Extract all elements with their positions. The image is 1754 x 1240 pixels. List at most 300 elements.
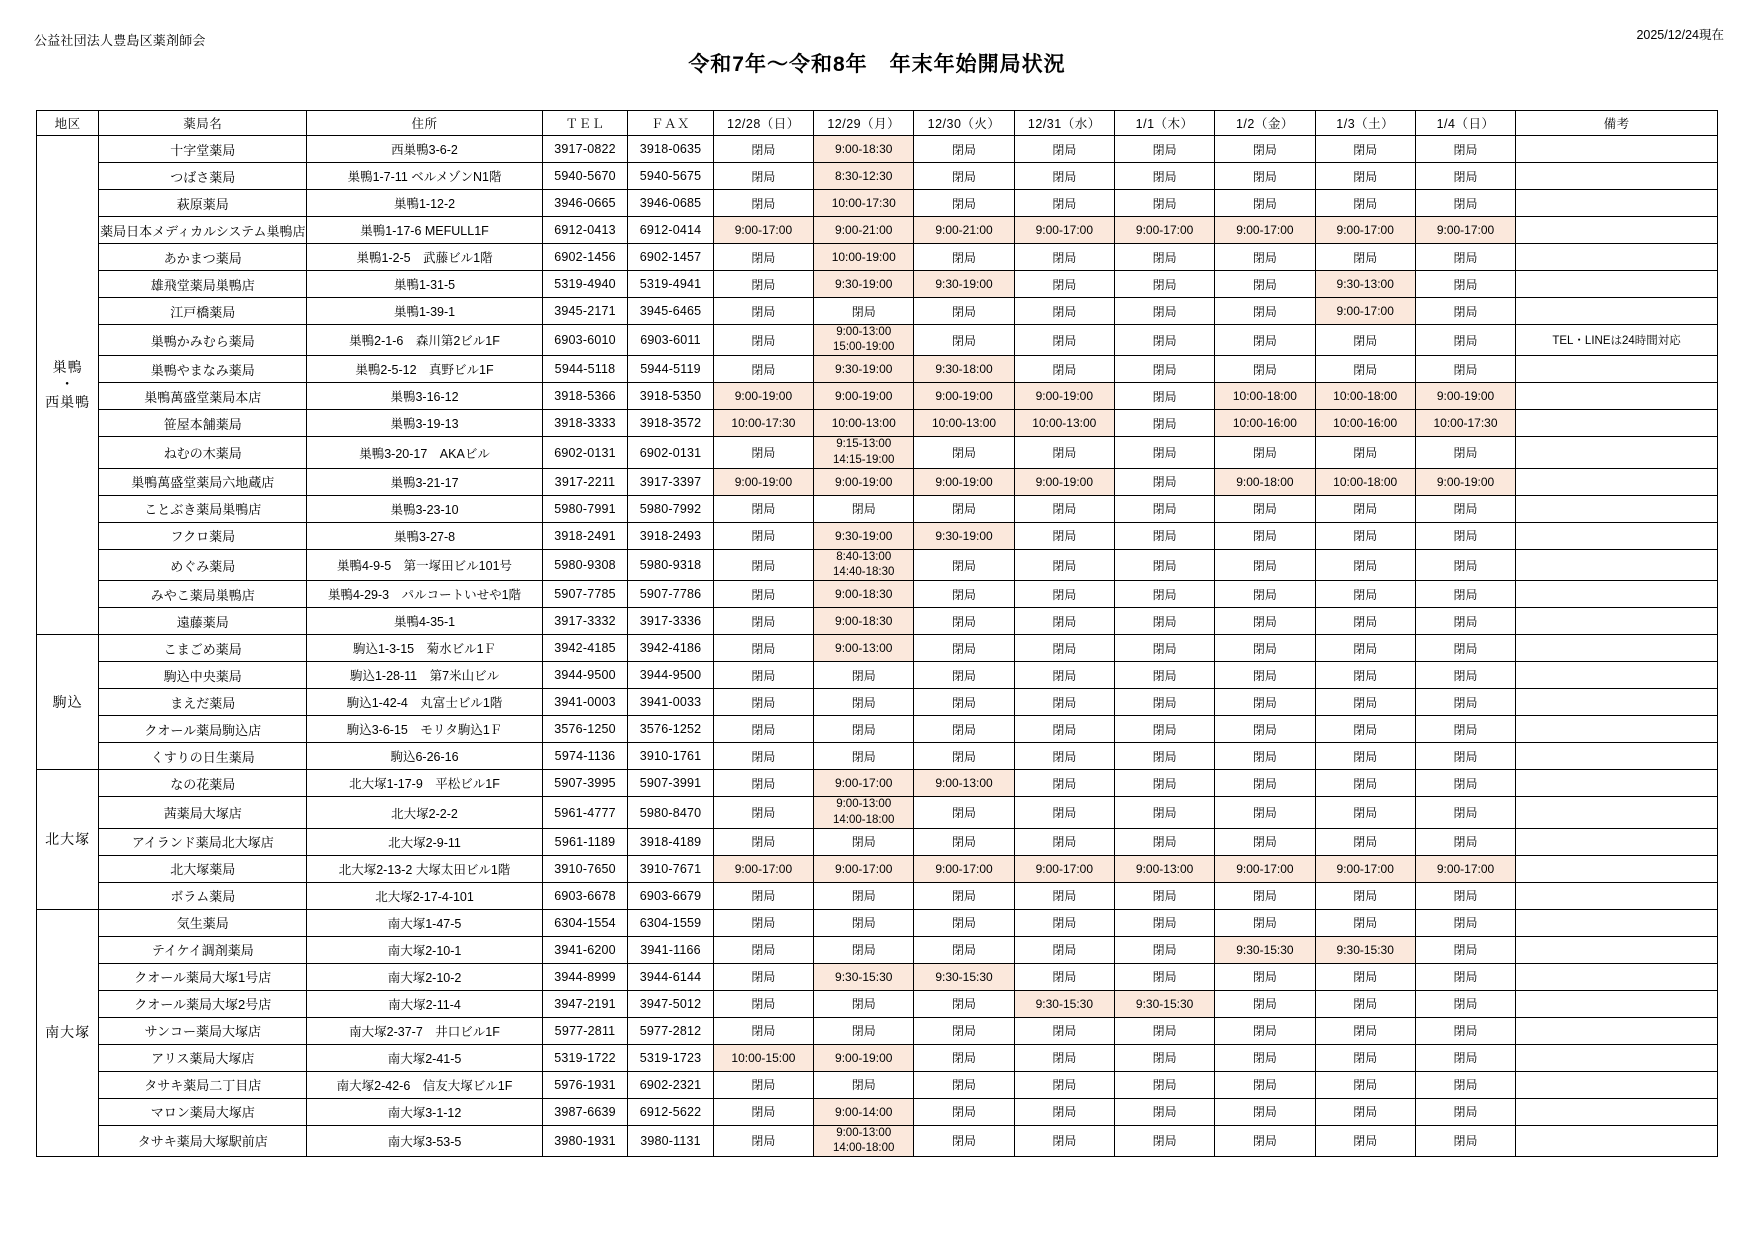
hours-cell: 10:00-18:00	[1315, 468, 1415, 495]
note-cell	[1516, 437, 1718, 468]
hours-cell: 閉局	[713, 437, 813, 468]
hours-cell: 9:30-15:30	[1114, 990, 1214, 1017]
hours-cell: 閉局	[1315, 716, 1415, 743]
column-header-day-0101: 1/1（木）	[1114, 111, 1214, 136]
hours-line: 9:00-13:00	[836, 1126, 892, 1139]
column-header-fax: ＦＡＸ	[628, 111, 714, 136]
address-cell: 巣鴨1-39-1	[307, 298, 542, 325]
table-row	[37, 356, 1718, 383]
hours-cell: 閉局	[1315, 689, 1415, 716]
hours-cell: 閉局	[1315, 743, 1415, 770]
organization-name: 公益社団法人豊島区薬剤師会	[34, 33, 206, 48]
hours-cell: 9:30-13:00	[1315, 271, 1415, 298]
column-header-day-1231: 12/31（水）	[1014, 111, 1114, 136]
hours-cell: 閉局	[1415, 298, 1515, 325]
pharmacy-name-cell: 巣鴨萬盛堂薬局本店	[99, 383, 307, 410]
address-cell: 巣鴨1-12-2	[307, 190, 542, 217]
table-row	[37, 190, 1718, 217]
note-cell	[1516, 828, 1718, 855]
pharmacy-name-cell: マロン薬局大塚店	[99, 1098, 307, 1125]
hours-cell: 9:00-19:00	[814, 383, 914, 410]
tel-cell: 5976-1931	[542, 1071, 628, 1098]
fax-cell: 3941-1166	[628, 936, 714, 963]
pharmacy-name-cell: あかまつ薬局	[99, 244, 307, 271]
district-label-line: 西巣鴨	[45, 393, 91, 410]
hours-cell: 閉局	[914, 635, 1014, 662]
table-row	[37, 963, 1718, 990]
note-cell	[1516, 909, 1718, 936]
hours-cell: 9:30-15:30	[814, 963, 914, 990]
hours-cell: 閉局	[814, 882, 914, 909]
hours-cell: 9:30-19:00	[914, 522, 1014, 549]
table-row	[37, 608, 1718, 635]
hours-cell: 閉局	[1215, 356, 1315, 383]
note-cell	[1516, 1044, 1718, 1071]
table-row	[37, 662, 1718, 689]
hours-cell: 閉局	[1215, 163, 1315, 190]
hours-cell: 9:00-17:00	[1114, 217, 1214, 244]
hours-cell: 閉局	[1014, 882, 1114, 909]
hours-cell: 閉局	[1114, 190, 1214, 217]
hours-cell: 閉局	[914, 882, 1014, 909]
address-cell: 巣鴨3-19-13	[307, 410, 542, 437]
pharmacy-name-cell: タサキ薬局大塚駅前店	[99, 1125, 307, 1156]
tel-cell: 3576-1250	[542, 716, 628, 743]
hours-cell: 閉局	[914, 1125, 1014, 1156]
address-cell: 北大塚2-9-11	[307, 828, 542, 855]
hours-cell: 閉局	[1215, 522, 1315, 549]
hours-cell: 閉局	[713, 325, 813, 356]
hours-cell: 閉局	[814, 990, 914, 1017]
hours-cell: 閉局	[713, 797, 813, 828]
fax-cell: 5319-4941	[628, 271, 714, 298]
hours-cell: 10:00-19:00	[814, 244, 914, 271]
tel-cell: 3918-3333	[542, 410, 628, 437]
address-cell: 巣鴨1-31-5	[307, 271, 542, 298]
pharmacy-name-cell: フクロ薬局	[99, 522, 307, 549]
hours-cell: 閉局	[1415, 909, 1515, 936]
address-cell: 西巣鴨3-6-2	[307, 136, 542, 163]
fax-cell: 6902-0131	[628, 437, 714, 468]
hours-cell: 閉局	[1114, 882, 1214, 909]
column-header-day-1230: 12/30（火）	[914, 111, 1014, 136]
hours-cell: 閉局	[1415, 936, 1515, 963]
hours-cell: 閉局	[1215, 581, 1315, 608]
hours-cell: 閉局	[1215, 635, 1315, 662]
hours-cell: 閉局	[1415, 136, 1515, 163]
hours-cell: 閉局	[1415, 325, 1515, 356]
hours-cell: 9:00-17:00	[1315, 855, 1415, 882]
hours-cell: 閉局	[1014, 743, 1114, 770]
table-row	[37, 1044, 1718, 1071]
hours-cell: 閉局	[1315, 828, 1415, 855]
pharmacy-name-cell: 巣鴨かみむら薬局	[99, 325, 307, 356]
hours-cell: 10:00-16:00	[1315, 410, 1415, 437]
tel-cell: 3918-2491	[542, 522, 628, 549]
tel-cell: 6902-1456	[542, 244, 628, 271]
hours-cell: 9:00-19:00	[814, 468, 914, 495]
hours-cell: 閉局	[713, 244, 813, 271]
hours-cell: 9:00-17:00	[914, 855, 1014, 882]
hours-cell: 閉局	[1014, 1125, 1114, 1156]
hours-cell: 閉局	[814, 298, 914, 325]
pharmacy-name-cell: ボラム薬局	[99, 882, 307, 909]
fax-cell: 3918-5350	[628, 383, 714, 410]
hours-cell: 閉局	[1114, 271, 1214, 298]
hours-cell: 9:00-19:00	[914, 468, 1014, 495]
fax-cell: 5980-8470	[628, 797, 714, 828]
table-row	[37, 828, 1718, 855]
hours-cell: 閉局	[1215, 909, 1315, 936]
hours-cell: 閉局	[713, 936, 813, 963]
hours-cell: 閉局	[814, 689, 914, 716]
address-cell: 駒込6-26-16	[307, 743, 542, 770]
hours-cell: 閉局	[1215, 770, 1315, 797]
hours-cell: 9:00-13:00	[1114, 855, 1214, 882]
address-cell: 駒込1-42-4 丸富士ビル1階	[307, 689, 542, 716]
column-header-tel: ＴＥＬ	[542, 111, 628, 136]
hours-cell: 閉局	[1014, 437, 1114, 468]
hours-cell: 閉局	[1315, 909, 1415, 936]
hours-cell: 閉局	[1215, 743, 1315, 770]
district-label-line: 駒込	[52, 693, 83, 710]
hours-cell: 9:00-17:00	[713, 855, 813, 882]
fax-cell: 6902-1457	[628, 244, 714, 271]
hours-cell: 閉局	[814, 662, 914, 689]
hours-cell: 閉局	[1014, 635, 1114, 662]
hours-cell: 9:00-18:30	[814, 581, 914, 608]
fax-cell: 5940-5675	[628, 163, 714, 190]
hours-cell: 9:00-17:00	[1215, 217, 1315, 244]
district-label-line: 北大塚	[45, 830, 91, 847]
table-header-row	[37, 111, 1718, 136]
hours-cell: 閉局	[1215, 689, 1315, 716]
table-row	[37, 217, 1718, 244]
tel-cell: 6903-6010	[542, 325, 628, 356]
hours-cell: 閉局	[1215, 549, 1315, 580]
note-cell	[1516, 495, 1718, 522]
fax-cell: 3941-0033	[628, 689, 714, 716]
hours-cell: 閉局	[713, 635, 813, 662]
hours-line: 14:00-18:00	[833, 813, 895, 826]
pharmacy-name-cell: 茜薬局大塚店	[99, 797, 307, 828]
tel-cell: 3944-9500	[542, 662, 628, 689]
table-row	[37, 325, 1718, 356]
pharmacy-name-cell: ことぶき薬局巣鴨店	[99, 495, 307, 522]
note-cell	[1516, 882, 1718, 909]
hours-cell: 9:30-19:00	[814, 522, 914, 549]
hours-cell: 閉局	[914, 608, 1014, 635]
hours-cell: 閉局	[1114, 581, 1214, 608]
hours-cell: 閉局	[1315, 549, 1415, 580]
table-row	[37, 271, 1718, 298]
hours-cell: 閉局	[1415, 716, 1515, 743]
note-cell	[1516, 635, 1718, 662]
hours-cell: 閉局	[713, 298, 813, 325]
tel-cell: 3945-2171	[542, 298, 628, 325]
hours-cell: 9:00-18:30	[814, 608, 914, 635]
note-cell	[1516, 522, 1718, 549]
hours-cell: 閉局	[1415, 882, 1515, 909]
fax-cell: 3910-1761	[628, 743, 714, 770]
hours-cell: 閉局	[1114, 936, 1214, 963]
hours-cell: 閉局	[914, 581, 1014, 608]
hours-cell: 閉局	[1014, 716, 1114, 743]
hours-cell: 9:00-19:00	[1014, 383, 1114, 410]
hours-line: 8:40-13:00	[836, 550, 892, 563]
hours-cell: 閉局	[1215, 1044, 1315, 1071]
hours-cell: 9:30-15:30	[914, 963, 1014, 990]
hours-cell: 閉局	[1014, 770, 1114, 797]
fax-cell: 5907-3991	[628, 770, 714, 797]
table-row	[37, 1125, 1718, 1156]
table-row	[37, 383, 1718, 410]
hours-cell: 閉局	[1415, 1017, 1515, 1044]
address-cell: 巣鴨1-7-11 ベルメゾンN1階	[307, 163, 542, 190]
hours-cell: 閉局	[1315, 662, 1415, 689]
fax-cell: 6304-1559	[628, 909, 714, 936]
pharmacy-name-cell: クオール薬局大塚1号店	[99, 963, 307, 990]
hours-cell: 閉局	[1114, 797, 1214, 828]
hours-cell: 閉局	[1215, 190, 1315, 217]
note-cell	[1516, 244, 1718, 271]
hours-cell: 閉局	[1415, 990, 1515, 1017]
pharmacy-name-cell: アイランド薬局北大塚店	[99, 828, 307, 855]
district-label-line: 巣鴨	[52, 358, 83, 375]
address-cell: 北大塚2-2-2	[307, 797, 542, 828]
schedule-table	[36, 110, 1718, 1157]
hours-cell: 閉局	[814, 495, 914, 522]
pharmacy-name-cell: ねむの木薬局	[99, 437, 307, 468]
hours-cell: 閉局	[1215, 882, 1315, 909]
hours-cell: 閉局	[1114, 1125, 1214, 1156]
hours-cell: 閉局	[1315, 990, 1415, 1017]
address-cell: 南大塚2-41-5	[307, 1044, 542, 1071]
hours-cell: 10:00-13:00	[914, 410, 1014, 437]
hours-cell: 閉局	[1215, 244, 1315, 271]
fax-cell: 3576-1252	[628, 716, 714, 743]
address-cell: 巣鴨3-21-17	[307, 468, 542, 495]
hours-cell: 閉局	[1315, 797, 1415, 828]
hours-cell: 閉局	[1415, 608, 1515, 635]
pharmacy-name-cell: めぐみ薬局	[99, 549, 307, 580]
hours-cell: 閉局	[1114, 716, 1214, 743]
hours-cell: 10:00-13:00	[1014, 410, 1114, 437]
pharmacy-name-cell: 気生薬局	[99, 909, 307, 936]
tel-cell: 3980-1931	[542, 1125, 628, 1156]
hours-cell: 9:30-15:30	[1014, 990, 1114, 1017]
pharmacy-name-cell: テイケイ調剤薬局	[99, 936, 307, 963]
hours-cell: 閉局	[1114, 136, 1214, 163]
pharmacy-name-cell: クオール薬局大塚2号店	[99, 990, 307, 1017]
note-cell	[1516, 936, 1718, 963]
hours-cell: 閉局	[1315, 522, 1415, 549]
address-cell: 南大塚2-10-1	[307, 936, 542, 963]
hours-line: 14:15-19:00	[833, 453, 895, 466]
hours-cell: 閉局	[914, 1017, 1014, 1044]
district-cell	[37, 136, 99, 635]
hours-cell: 閉局	[814, 936, 914, 963]
column-header-day-1229: 12/29（月）	[814, 111, 914, 136]
hours-cell: 閉局	[1415, 356, 1515, 383]
hours-cell: 閉局	[1315, 190, 1415, 217]
tel-cell: 5974-1136	[542, 743, 628, 770]
hours-cell: 閉局	[1415, 271, 1515, 298]
tel-cell: 6304-1554	[542, 909, 628, 936]
hours-cell: 閉局	[914, 495, 1014, 522]
fax-cell: 3918-3572	[628, 410, 714, 437]
hours-cell: 閉局	[1315, 1071, 1415, 1098]
table-body	[37, 136, 1718, 1157]
note-cell	[1516, 990, 1718, 1017]
note-cell	[1516, 136, 1718, 163]
hours-cell: 閉局	[1114, 635, 1214, 662]
hours-cell: 閉局	[1415, 635, 1515, 662]
hours-cell: 閉局	[1114, 963, 1214, 990]
note-cell	[1516, 963, 1718, 990]
hours-cell: 閉局	[713, 882, 813, 909]
hours-cell: 閉局	[1114, 608, 1214, 635]
pharmacy-name-cell: 萩原薬局	[99, 190, 307, 217]
hours-cell: 9:00-19:00	[1415, 468, 1515, 495]
hours-cell: 閉局	[1114, 244, 1214, 271]
table-row	[37, 163, 1718, 190]
column-header-day-0104: 1/4（日）	[1415, 111, 1515, 136]
hours-cell: 閉局	[713, 271, 813, 298]
hours-cell: 閉局	[1014, 662, 1114, 689]
hours-cell: 閉局	[1315, 136, 1415, 163]
hours-cell: 閉局	[1014, 828, 1114, 855]
hours-cell: 閉局	[713, 1017, 813, 1044]
address-cell: 駒込3-6-15 モリタ駒込1Ｆ	[307, 716, 542, 743]
tel-cell: 3946-0665	[542, 190, 628, 217]
hours-cell: 9:00-17:00	[814, 855, 914, 882]
hours-cell: 閉局	[914, 163, 1014, 190]
fax-cell: 3918-0635	[628, 136, 714, 163]
hours-cell: 9:00-19:00	[713, 468, 813, 495]
pharmacy-name-cell: くすりの日生薬局	[99, 743, 307, 770]
hours-cell: 閉局	[1215, 495, 1315, 522]
table-row	[37, 1071, 1718, 1098]
hours-cell: 閉局	[1114, 522, 1214, 549]
hours-cell: 閉局	[1215, 662, 1315, 689]
hours-cell: 10:00-16:00	[1215, 410, 1315, 437]
hours-cell: 閉局	[1014, 495, 1114, 522]
hours-cell: 閉局	[1215, 716, 1315, 743]
hours-line: 15:00-19:00	[833, 341, 895, 354]
fax-cell: 6903-6011	[628, 325, 714, 356]
hours-cell: 閉局	[914, 1098, 1014, 1125]
address-cell: 巣鴨1-17-6 MEFULL1F	[307, 217, 542, 244]
hours-cell: 閉局	[1215, 963, 1315, 990]
note-cell	[1516, 468, 1718, 495]
pharmacy-name-cell: 遠藤薬局	[99, 608, 307, 635]
tel-cell: 3917-2211	[542, 468, 628, 495]
hours-cell: 閉局	[1114, 770, 1214, 797]
note-cell	[1516, 855, 1718, 882]
table-row	[37, 797, 1718, 828]
note-cell	[1516, 689, 1718, 716]
hours-cell: 閉局	[1215, 298, 1315, 325]
hours-cell: 閉局	[1215, 608, 1315, 635]
hours-cell: 閉局	[1315, 437, 1415, 468]
address-cell: 南大塚3-53-5	[307, 1125, 542, 1156]
hours-cell: 閉局	[1114, 1071, 1214, 1098]
hours-cell: 10:00-18:00	[1215, 383, 1315, 410]
hours-line: 9:00-13:00	[836, 326, 892, 338]
hours-cell: 9:30-18:00	[914, 356, 1014, 383]
hours-cell: 閉局	[1415, 1098, 1515, 1125]
hours-cell: 閉局	[713, 1098, 813, 1125]
hours-cell: 閉局	[1315, 495, 1415, 522]
hours-cell: 閉局	[1114, 410, 1214, 437]
pharmacy-name-cell: 巣鴨萬盛堂薬局六地蔵店	[99, 468, 307, 495]
note-cell	[1516, 662, 1718, 689]
hours-cell	[814, 549, 914, 580]
hours-cell: 閉局	[1415, 1125, 1515, 1156]
hours-line: 14:00-18:00	[833, 1141, 895, 1154]
hours-cell: 閉局	[1014, 1044, 1114, 1071]
hours-cell: 閉局	[914, 325, 1014, 356]
fax-cell: 6903-6679	[628, 882, 714, 909]
column-header-day-1228: 12/28（日）	[713, 111, 813, 136]
hours-cell: 10:00-18:00	[1315, 383, 1415, 410]
district-cell	[37, 909, 99, 1156]
note-cell	[1516, 190, 1718, 217]
pharmacy-name-cell: みやこ薬局巣鴨店	[99, 581, 307, 608]
hours-cell: 閉局	[914, 689, 1014, 716]
hours-cell: 閉局	[1114, 662, 1214, 689]
hours-cell: 閉局	[1215, 1071, 1315, 1098]
address-cell: 巣鴨4-29-3 パルコートいせや1階	[307, 581, 542, 608]
fax-cell: 3918-2493	[628, 522, 714, 549]
column-header-address: 住所	[307, 111, 542, 136]
pharmacy-name-cell: タサキ薬局二丁目店	[99, 1071, 307, 1098]
hours-cell	[814, 1125, 914, 1156]
hours-cell: 閉局	[713, 549, 813, 580]
fax-cell: 3917-3397	[628, 468, 714, 495]
table-row	[37, 468, 1718, 495]
pharmacy-name-cell: クオール薬局駒込店	[99, 716, 307, 743]
hours-cell: 閉局	[814, 743, 914, 770]
hours-cell: 閉局	[914, 990, 1014, 1017]
hours-cell: 閉局	[713, 1071, 813, 1098]
hours-cell: 閉局	[1014, 163, 1114, 190]
hours-cell: 閉局	[814, 716, 914, 743]
note-cell	[1516, 217, 1718, 244]
hours-cell: 9:00-19:00	[1014, 468, 1114, 495]
fax-cell: 6912-5622	[628, 1098, 714, 1125]
table-row	[37, 635, 1718, 662]
pharmacy-name-cell: アリス薬局大塚店	[99, 1044, 307, 1071]
hours-cell: 閉局	[1114, 437, 1214, 468]
hours-cell: 閉局	[1014, 325, 1114, 356]
note-cell	[1516, 608, 1718, 635]
pharmacy-name-cell: まえだ薬局	[99, 689, 307, 716]
table-row	[37, 522, 1718, 549]
note-cell	[1516, 716, 1718, 743]
address-cell: 南大塚2-10-2	[307, 963, 542, 990]
hours-cell: 10:00-17:30	[814, 190, 914, 217]
hours-cell: 閉局	[1014, 298, 1114, 325]
table-row	[37, 244, 1718, 271]
hours-cell: 閉局	[914, 828, 1014, 855]
address-cell: 巣鴨2-1-6 森川第2ビル1F	[307, 325, 542, 356]
hours-cell: 閉局	[1215, 437, 1315, 468]
hours-cell: 閉局	[1014, 797, 1114, 828]
hours-line: 9:00-13:00	[836, 798, 892, 811]
hours-cell: 9:00-19:00	[713, 383, 813, 410]
